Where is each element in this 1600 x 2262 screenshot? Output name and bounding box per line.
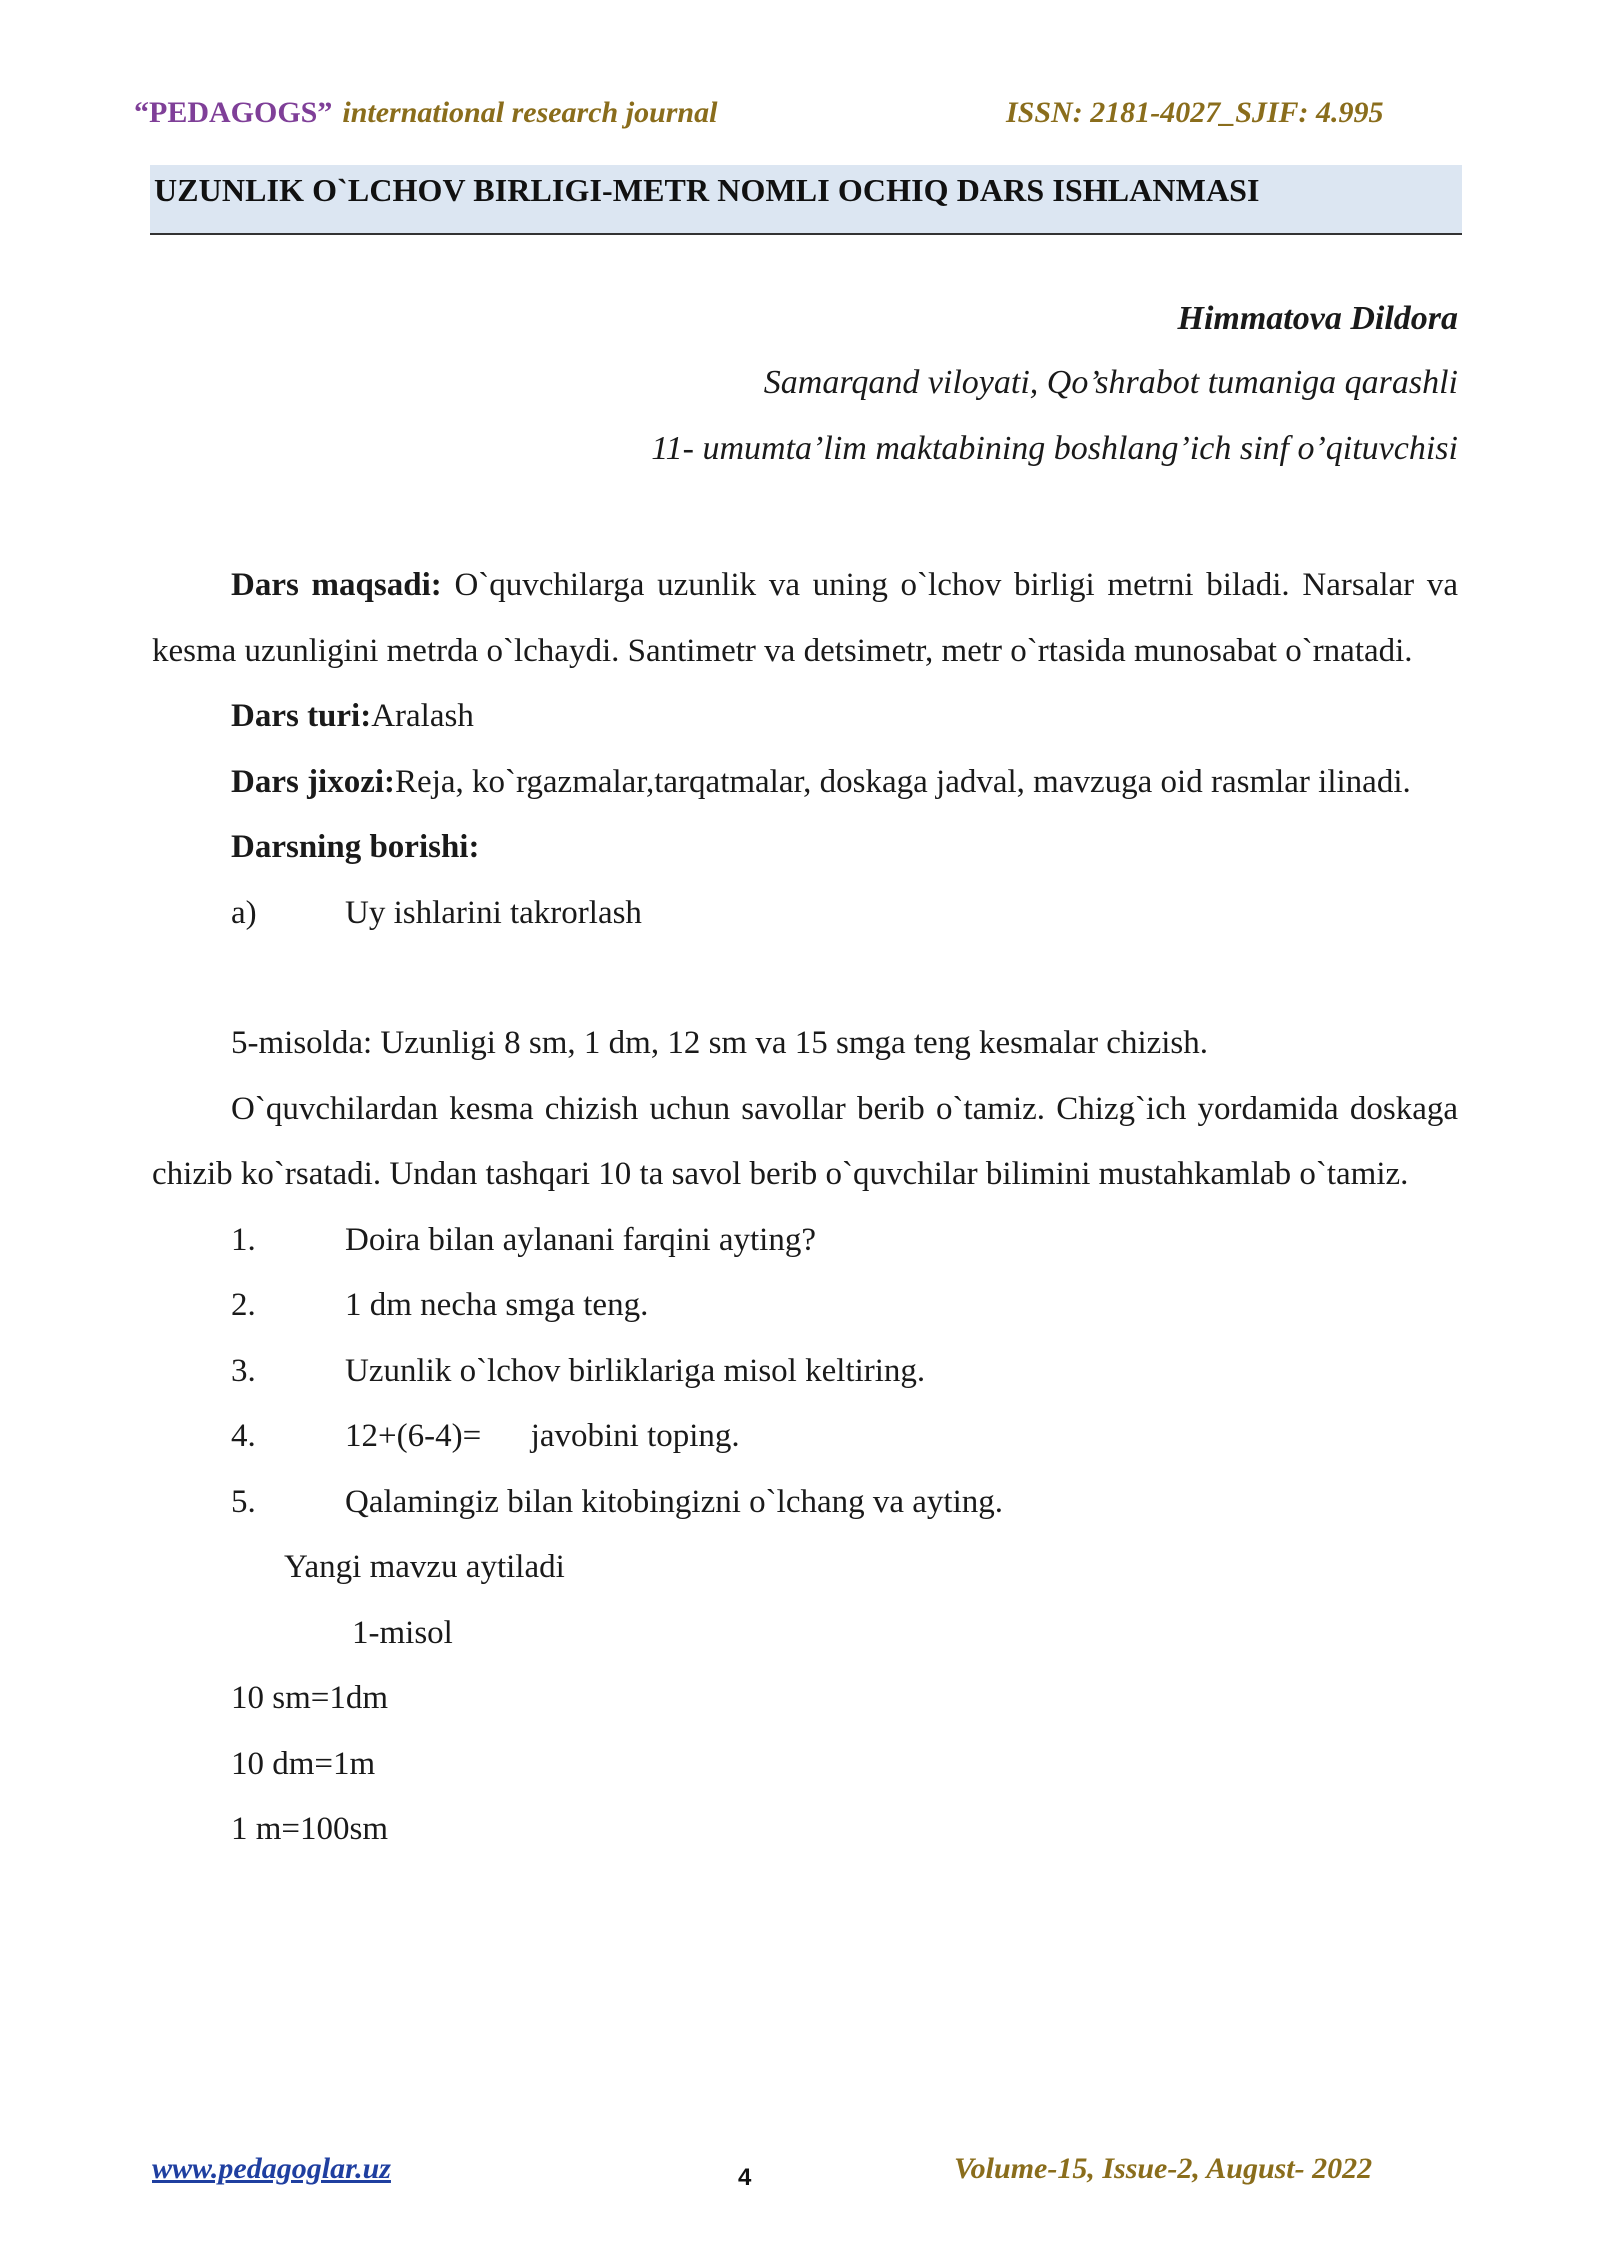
lesson-equipment-label: Dars jixozi:	[231, 763, 396, 800]
conversion-line: 10 dm=1m	[231, 1745, 376, 1782]
conversion-line: 10 sm=1dm	[231, 1680, 389, 1716]
title-band	[150, 165, 1462, 235]
list-text: Doira bilan aylanani farqini ayting?	[345, 1221, 816, 1258]
journal-name: “PEDAGOGS”	[134, 96, 333, 129]
lesson-goal-label: Dars maqsadi:	[231, 567, 442, 603]
list-number: 5.	[231, 1483, 256, 1520]
list-item	[152, 1404, 1458, 1470]
lesson-goal-text: O`quvchilarga uzunlik va uning o`lchov birligi metrni biladi. Narsalar va kesma uzunligini metrda o`lchaydi. Santimetr va detsimetr, metr o`rtasida munosabat o`rnatadi.	[152, 567, 1458, 669]
footer-website-link[interactable]: www.pedagoglar.uz	[152, 2152, 391, 2185]
list-item	[152, 1208, 1458, 1274]
spacer	[152, 946, 1458, 1011]
example-5-paragraph: 5-misolda: Uzunligi 8 sm, 1 dm, 12 sm va 15 smga teng kesmalar chizish.	[231, 1025, 1209, 1061]
conversion-line: 1 m=100sm	[231, 1811, 389, 1847]
journal-header	[0, 96, 1600, 136]
page-footer	[0, 2152, 1600, 2192]
list-number: 1.	[231, 1221, 256, 1258]
lesson-process-label: Darsning borishi:	[231, 829, 480, 865]
example-1-label: 1-misol	[352, 1614, 453, 1651]
list-text: 12+(6-4)= javobini toping.	[345, 1418, 740, 1454]
list-item	[152, 1273, 1458, 1339]
lesson-equipment-text: Reja, ko`rgazmalar,tarqatmalar, doskaga jadval, mavzuga oid rasmlar ilinadi.	[395, 763, 1411, 800]
list-number: 3.	[231, 1352, 256, 1389]
author-name: Himmatova Dildora	[1177, 300, 1458, 337]
list-text: 1 dm necha smga teng.	[345, 1287, 649, 1323]
journal-description: international research journal	[342, 96, 718, 129]
lesson-type-label: Dars turi:	[231, 698, 372, 734]
lesson-goal-paragraph	[152, 553, 1458, 684]
step-a-text: Uy ishlarini takrorlash	[345, 894, 642, 931]
list-text: Qalamingiz bilan kitobingizni o`lchang va ayting.	[345, 1483, 1004, 1520]
lesson-type-text: Aralash	[371, 698, 474, 734]
list-number: 4.	[231, 1418, 256, 1454]
list-text: Uzunlik o`lchov birliklariga misol keltiring.	[345, 1352, 926, 1389]
author-affiliation-1: Samarqand viloyati, Qo’shrabot tumaniga qarashli	[763, 364, 1458, 401]
new-topic-line: Yangi mavzu aytiladi	[284, 1549, 565, 1585]
journal-title	[134, 96, 717, 130]
issn-label: ISSN: 2181-4027_SJIF: 4.995	[1006, 96, 1384, 129]
lesson-equipment-paragraph	[152, 750, 1458, 816]
step-a-marker: a)	[231, 894, 257, 931]
lesson-process-heading	[152, 815, 1458, 881]
list-item-step-a	[152, 881, 1458, 947]
lesson-type-paragraph	[152, 684, 1458, 750]
page-title: UZUNLIK O`LCHOV BIRLIGI-METR NOMLI OCHIQ DARS ISHLANMASI	[154, 172, 1260, 208]
article-body	[152, 553, 1458, 1863]
footer-volume: Volume-15, Issue-2, August- 2022	[954, 2152, 1373, 2185]
questions-intro-paragraph: O`quvchilardan kesma chizish uchun savollar berib o`tamiz. Chizg`ich yordamida doskaga chizib ko`rsatadi. Undan tashqari 10 ta savol berib o`quvchilar bilimini mustahkamlab o`tamiz.	[152, 1090, 1458, 1192]
list-item	[152, 1339, 1458, 1405]
author-affiliation-2: 11- umumta’lim maktabining boshlang’ich sinf o’qituvchisi	[651, 430, 1458, 467]
list-number: 2.	[231, 1287, 256, 1323]
page-number: 4	[738, 2164, 752, 2191]
list-item	[152, 1470, 1458, 1536]
